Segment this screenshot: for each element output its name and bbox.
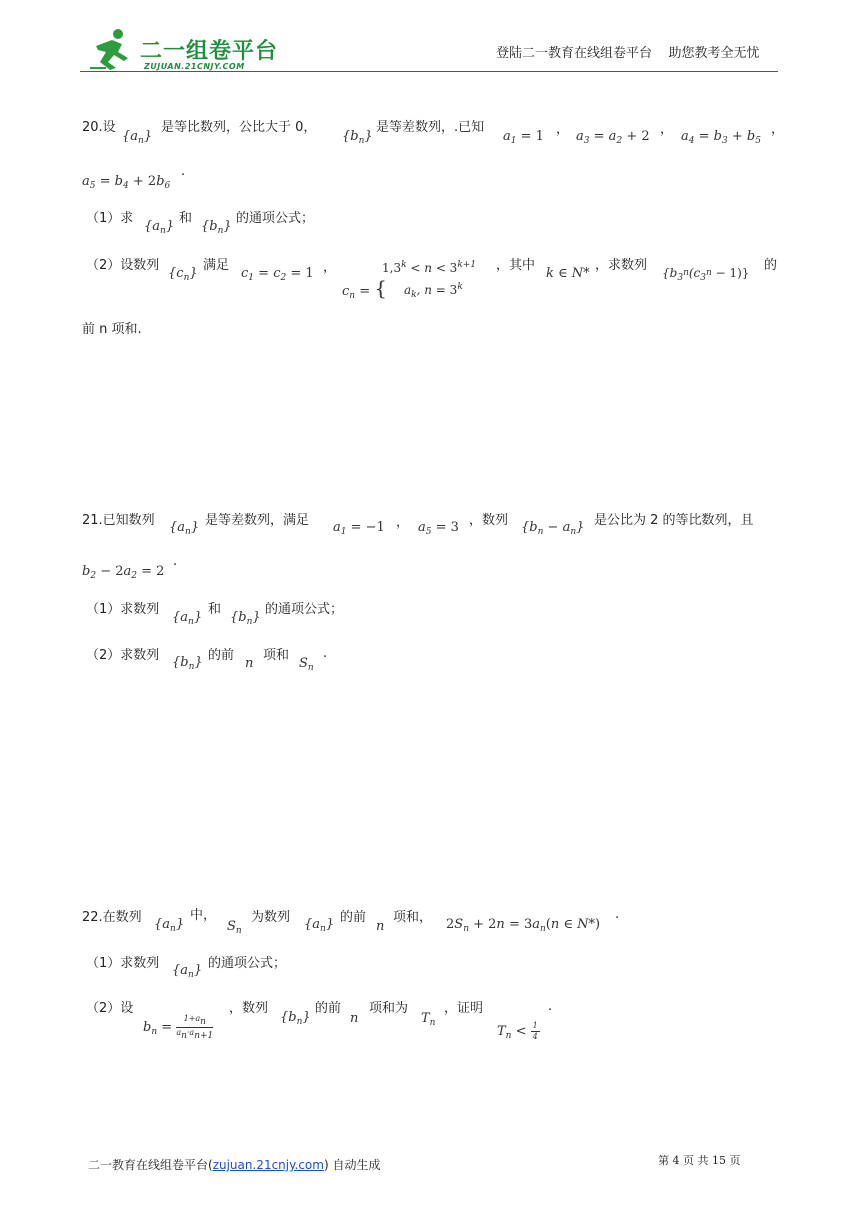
header-slogan: 登陆二一教育在线组卷平台 助您教考全无忧 (496, 46, 760, 61)
math-equation: $2S_n + 2n = 3a_n(n$ ∈ N*) (446, 917, 601, 934)
math-Sn: $S_n$ (227, 919, 242, 936)
comma: ， (556, 122, 570, 137)
math-b2: $b_2 - 2a_2 = 2$ (82, 564, 165, 581)
period: . (323, 646, 328, 661)
math-n: n (350, 1011, 359, 1026)
math-inequality: $T_n$ < $\frac{1}{4}$ (497, 1021, 538, 1041)
q20-sub1: （1）求 (86, 211, 134, 226)
logo-subtitle: ZUJUAN.21CNJY.COM (144, 62, 245, 71)
text: 的通项公式； (236, 211, 315, 226)
math-bn: $\{b_n\}$ (280, 1010, 311, 1027)
text: 项和 (263, 648, 290, 663)
math-an: $\{a_n\}$ (144, 219, 175, 236)
q22-sub2: （2）设 (86, 1001, 134, 1016)
math-an: $\{a_n\}$ (304, 917, 335, 934)
text: 是公比为 2 的等比数列，且 (594, 513, 754, 528)
comma: ， (323, 260, 337, 275)
text: 中， (190, 908, 217, 923)
text: ，证明 (444, 1001, 484, 1016)
text: 是等差数列，满足 (205, 513, 310, 528)
math-Sn: $S_n$ (299, 656, 314, 673)
q20-text: 是等差数列，.已知 (376, 120, 485, 135)
math-bn-def: $b_n$ = $\frac{1+a_n}{a_n\cdot a_{n+1}}$ (143, 1014, 214, 1041)
math-bn: $\{b_n\}$ (342, 129, 373, 146)
q21-number: 21.已知数列 (82, 513, 155, 528)
text-and: 和 (179, 211, 193, 226)
q21-sub1: （1）求数列 (86, 602, 160, 617)
math-cn-def: $c_n$ = { (342, 276, 387, 301)
period: . (173, 554, 178, 569)
math-c1c2: $c_1 = c_2 = 1$ (241, 266, 314, 283)
text: 的前 (208, 648, 235, 663)
math-an: $\{a_n\}$ (169, 520, 200, 537)
q22-number: 22.在数列 (82, 910, 142, 925)
math-k-in-N: k ∈ N* (546, 266, 590, 281)
math-a5: $a_5 = 3$ (418, 520, 459, 537)
page-number: 第 4 页 共 15 页 (658, 1154, 741, 1167)
comma: ， (660, 122, 674, 137)
math-cn: $\{c_n\}$ (168, 266, 198, 283)
math-a1: $a_1 = 1$ (503, 129, 544, 146)
footer-text: 二一教育在线组卷平台( (88, 1158, 213, 1172)
math-a5: $a_5 = b_4 + 2b_6$ (82, 174, 171, 191)
q20-number: 20.设 (82, 120, 116, 135)
math-bn: $\{b_n\}$ (201, 219, 232, 236)
math-piece2: $a_k$, $n = 3^k$ (404, 282, 463, 300)
logo-title: 二一组卷平台 (140, 39, 279, 64)
math-a3: $a_3 = a_2 + 2$ (576, 129, 650, 146)
period: . (548, 999, 553, 1014)
math-piece1: $1,3^k < n < 3^{k+1}$ (382, 260, 477, 275)
q21-sub2: （2）求数列 (86, 648, 160, 663)
comma: ， (771, 122, 785, 137)
math-an: $\{a_n\}$ (172, 963, 203, 980)
math-n: n (376, 919, 385, 934)
header-divider (80, 71, 778, 72)
math-bn: $\{b_n\}$ (172, 655, 203, 672)
text: 项和， (393, 910, 433, 925)
math-Tn: $T_n$ (421, 1011, 436, 1028)
text: 满足 (203, 258, 230, 273)
math-bn: $\{b_n\}$ (230, 610, 261, 627)
math-a4: $a_4 = b_3 + b_5$ (681, 129, 761, 146)
text: 的通项公式； (208, 956, 287, 971)
math-n: n (245, 656, 254, 671)
text: 前 n 项和. (82, 322, 142, 337)
math-an: $\{a_n\}$ (122, 129, 153, 146)
text: 的 (764, 258, 778, 273)
logo (88, 28, 288, 74)
text: 为数列 (251, 910, 291, 925)
footer-link[interactable]: zujuan.21cnjy.com (212, 1158, 324, 1172)
text: ，数列 (469, 513, 509, 528)
comma: ， (396, 515, 410, 530)
text-and: 和 (208, 602, 222, 617)
footer-text: ) 自动生成 (323, 1158, 381, 1172)
footer-source (88, 1156, 380, 1173)
text: 的前 (340, 910, 367, 925)
text: 项和为 (369, 1001, 409, 1016)
q20-text: 是等比数列，公比大于 0， (161, 120, 317, 135)
text: ，其中 (496, 258, 536, 273)
period: . (181, 164, 186, 179)
period: . (615, 907, 620, 922)
math-seq: $\{b_{3^n}(c_{3^n} - 1)\}$ (662, 266, 750, 283)
math-an: $\{a_n\}$ (154, 917, 185, 934)
q22-sub1: （1）求数列 (86, 956, 160, 971)
text: 的前 (315, 1001, 342, 1016)
math-an: $\{a_n\}$ (172, 610, 203, 627)
text: 的通项公式； (265, 602, 344, 617)
math-bn-an: $\{b_n - a_n\}$ (521, 520, 585, 537)
runner-logo-icon (88, 28, 134, 72)
text: ，求数列 (595, 258, 648, 273)
q20-sub2: （2）设数列 (86, 258, 160, 273)
text: ，数列 (229, 1001, 269, 1016)
math-a1: $a_1 = -1$ (333, 520, 385, 537)
